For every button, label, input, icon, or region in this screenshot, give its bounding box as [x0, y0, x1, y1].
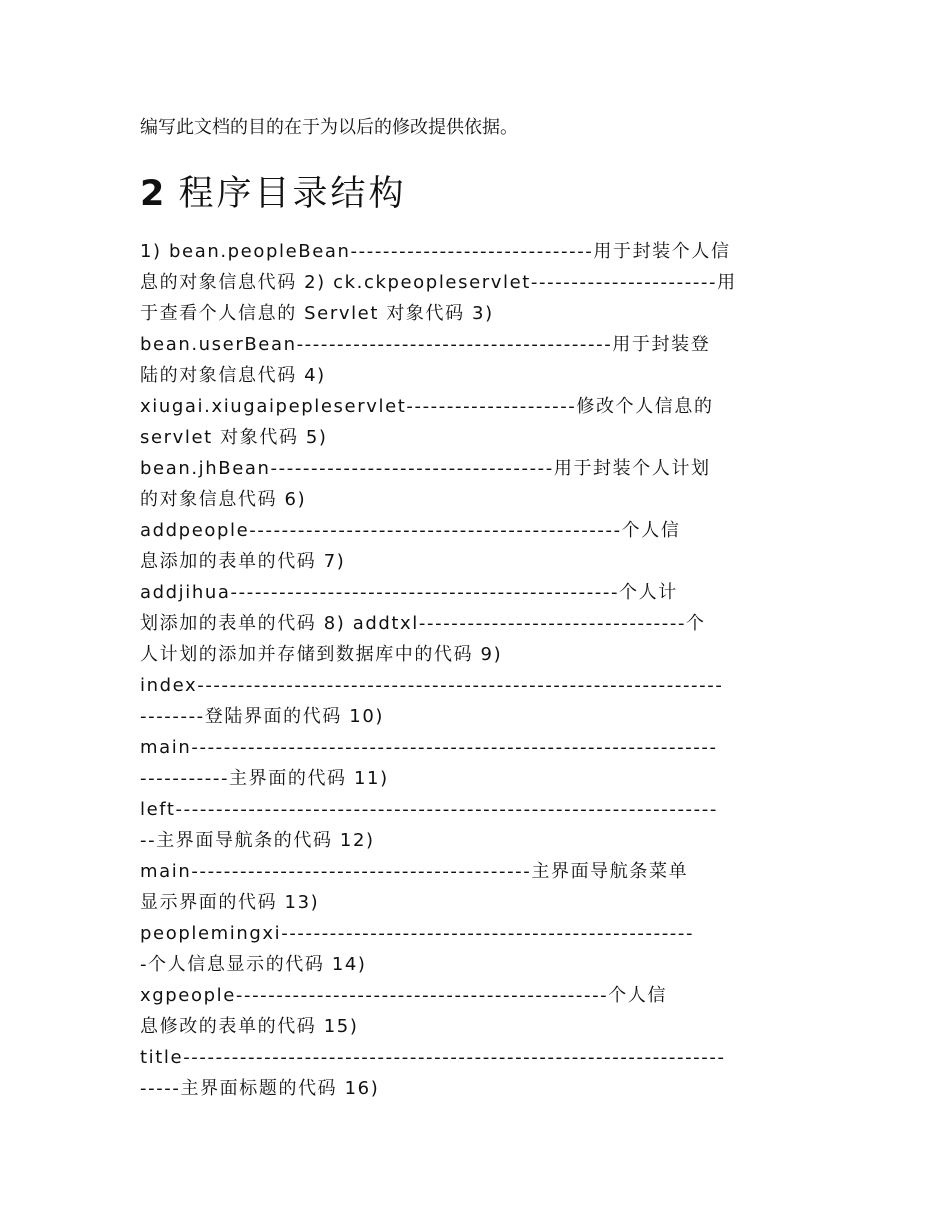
- list-line: left-------------------------------------------------------------------: [140, 799, 718, 820]
- list-line: servlet 对象代码 5): [140, 427, 328, 448]
- section-number: 2: [140, 174, 166, 214]
- directory-structure-list: [140, 236, 820, 1104]
- list-line: -----------主界面的代码 11): [140, 768, 389, 789]
- list-line: bean.jhBean-----------------------------------用于封装个人计划: [140, 458, 711, 479]
- list-line: index-----------------------------------------------------------------: [140, 675, 724, 696]
- list-line: 1) bean.peopleBean------------------------------用于封装个人信: [140, 241, 731, 262]
- list-line: 的对象信息代码 6): [140, 489, 307, 510]
- list-line: 划添加的表单的代码 8) addtxl---------------------------------个: [140, 613, 706, 634]
- list-line: bean.userBean---------------------------------------用于封装登: [140, 334, 711, 355]
- list-line: 息的对象信息代码 2) ck.ckpeopleservlet-----------------------用: [140, 272, 737, 293]
- list-line: xiugai.xiugaipepleservlet---------------------修改个人信息的: [140, 396, 714, 417]
- list-line: 陆的对象信息代码 4): [140, 365, 326, 386]
- list-line: addjihua------------------------------------------------个人计: [140, 582, 678, 603]
- list-line: 显示界面的代码 13): [140, 892, 320, 913]
- list-line: -个人信息显示的代码 14): [140, 954, 367, 975]
- list-line: title-------------------------------------------------------------------: [140, 1047, 726, 1068]
- list-line: --主界面导航条的代码 12): [140, 830, 375, 851]
- list-line: 人计划的添加并存储到数据库中的代码 9): [140, 644, 503, 665]
- list-line: addpeople----------------------------------------------个人信: [140, 520, 681, 541]
- list-line: xgpeople----------------------------------------------个人信: [140, 985, 668, 1006]
- list-line: 于查看个人信息的 Servlet 对象代码 3): [140, 303, 494, 324]
- list-line: main-----------------------------------------------------------------: [140, 737, 718, 758]
- list-line: -----主界面标题的代码 16): [140, 1078, 380, 1099]
- list-line: main------------------------------------------主界面导航条菜单: [140, 861, 689, 882]
- intro-paragraph: 编写此文档的目的在于为以后的修改提供依据。: [140, 117, 518, 138]
- list-line: peoplemingxi---------------------------------------------------: [140, 923, 695, 944]
- section-title: 程序目录结构: [178, 174, 407, 214]
- section-heading: [140, 166, 820, 222]
- list-line: 息修改的表单的代码 15): [140, 1016, 359, 1037]
- list-line: --------登陆界面的代码 10): [140, 706, 385, 727]
- list-line: 息添加的表单的代码 7): [140, 551, 346, 572]
